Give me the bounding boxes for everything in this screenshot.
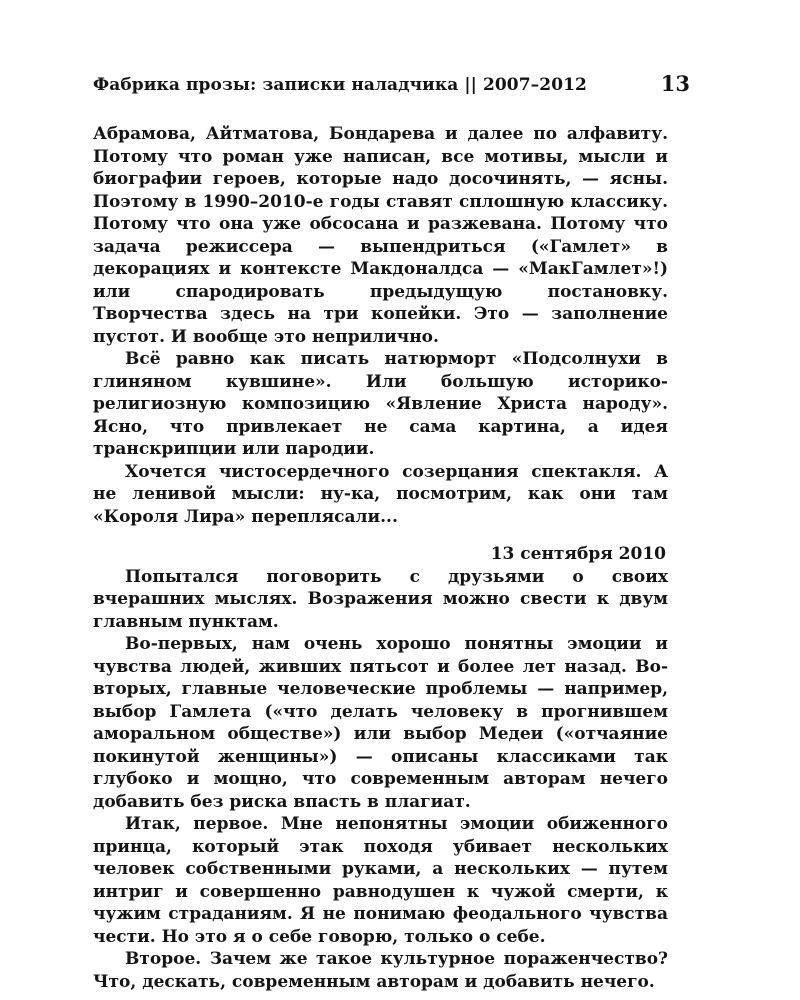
paragraph: Попытался поговорить с друзьями о своих вчерашних мыслях. Возражения можно свести к двум главным пунктам. — [93, 566, 668, 632]
paragraph: Итак, первое. Мне непонятны эмоции обиженного принца, который этак походя убивает нескольких человек собственными руками, а нескольких — путем интриг и совершенно равнодушен к чужой смерти, к чужим страданиям. Я не понимаю феодального чувства чести. Но это я о себе говорю, только о себе. — [93, 814, 668, 947]
page-number: 13 — [660, 71, 690, 96]
paragraph: Абрамова, Айтматова, Бондарева и далее по алфавиту. Потому что роман уже написан, все мотивы, мысли и биографии героев, которые надо досочинять, — ясны. Поэтому в 1990–2010-е годы ставят сплошную классику. Потому что она уже обсосана и разжевана. Потому что задача режиссера — выпендриться («Гамлет» в декорациях и контексте Макдоналдса — «МакГамлет»!) или спародировать предыдущую постановку. Творчества здесь на три копейки. Это — заполнение пустот. И вообще это неприлично. — [93, 124, 668, 347]
running-title: Фабрика прозы: записки наладчика || 2007–2012 — [93, 75, 587, 95]
paragraph: Второе. Зачем же такое культурное пораженчество? Что, дескать, современным авторам и добавить нечего. — [93, 949, 668, 992]
running-head — [93, 72, 690, 98]
body-text — [93, 123, 668, 993]
paragraph: Во-первых, нам очень хорошо понятны эмоции и чувства людей, живших пятьсот и более лет назад. Во-вторых, главные человеческие проблемы — например, выбор Гамлета («что делать человеку в прогнившем аморальном обществе») или выбор Медеи («отчаяние покинутой женщины») — описаны классиками так глубоко и мощно, что современным авторам нечего добавить без риска впасть в плагиат. — [93, 634, 668, 812]
paragraph: Хочется чистосердечного созерцания спектакля. А не ленивой мысли: ну-ка, посмотрим, как они там «Короля Лира» переплясали... — [93, 461, 668, 527]
date-heading: 13 сентября 2010 — [490, 544, 666, 564]
paragraph: Всё равно как писать натюрморт «Подсолнухи в глиняном кувшине». Или большую историко-религиозную композицию «Явление Христа народу». Ясно, что привлекает не сама картина, а идея транскрипции или пародии. — [93, 349, 668, 459]
